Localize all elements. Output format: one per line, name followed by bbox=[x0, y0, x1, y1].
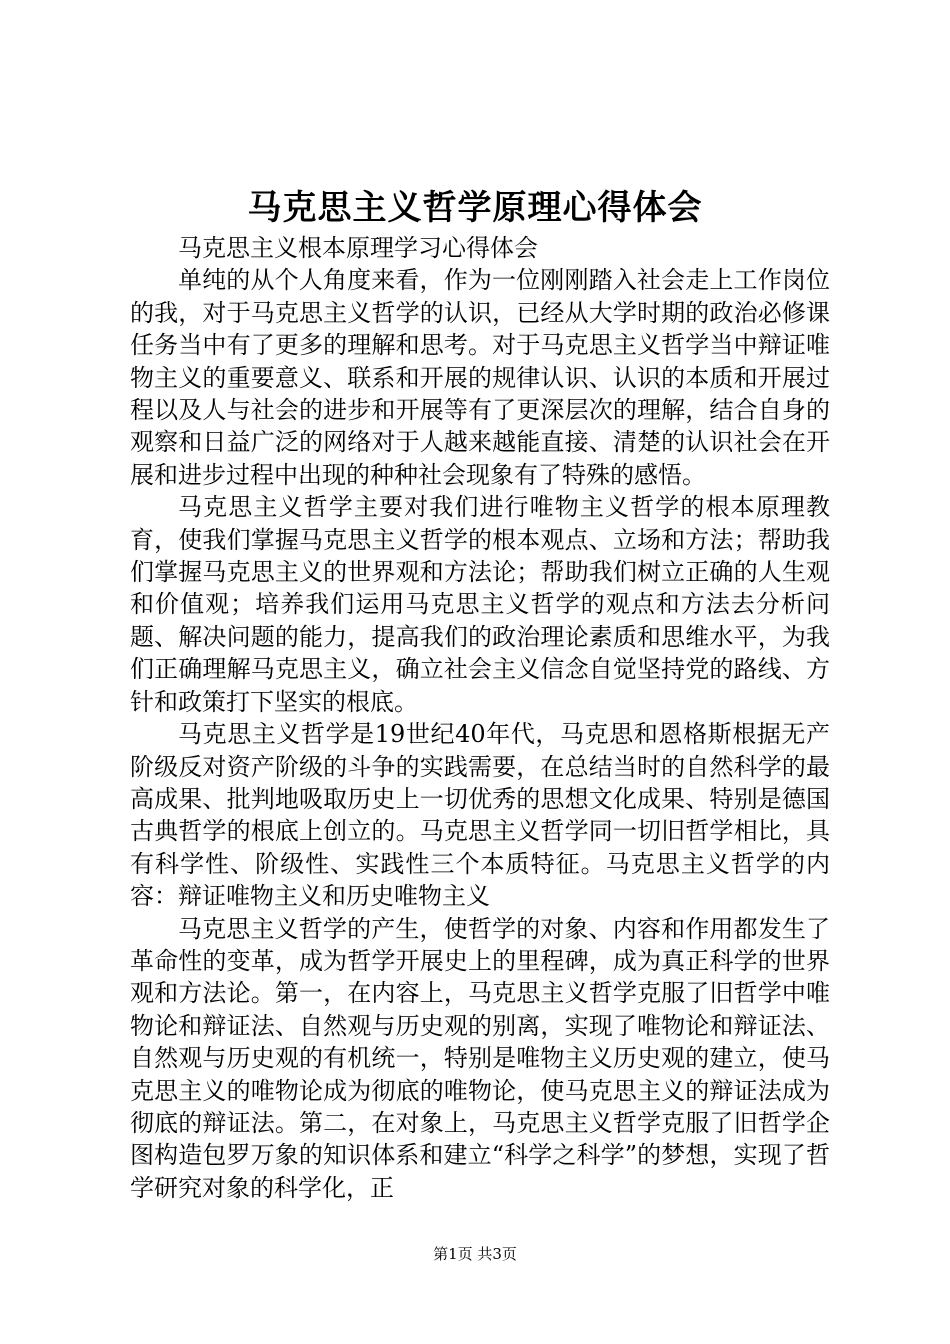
body-paragraph: 马克思主义哲学主要对我们进行唯物主义哲学的根本原理教育，使我们掌握马克思主义哲学的根本观点、立场和方法；帮助我们掌握马克思主义的世界观和方法论；帮助我们树立正确的人生观和价值观；培养我们运用马克思主义哲学的观点和方法去分析问题、解决问题的能力，提高我们的政治理论素质和思维水平，为我们正确理解马克思主义，确立社会主义信念自觉坚持党的路线、方针和政策打下坚实的根底。 bbox=[130, 493, 830, 716]
body-paragraph: 马克思主义哲学的产生，使哲学的对象、内容和作用都发生了革命性的变革，成为哲学开展史上的里程碑，成为真正科学的世界观和方法论。第一，在内容上，马克思主义哲学克服了旧哲学中唯物论和辩证法、自然观与历史观的别离，实现了唯物论和辩证法、自然观与历史观的有机统一，特别是唯物主义历史观的建立，使马克思主义的唯物论成为彻底的唯物论，使马克思主义的辩证法成为彻底的辩证法。第二，在对象上，马克思主义哲学克服了旧哲学企图构造包罗万象的知识体系和建立“科学之科学”的梦想，实现了哲学研究对象的科学化，正 bbox=[130, 914, 830, 1202]
body-paragraph: 单纯的从个人角度来看，作为一位刚刚踏入社会走上工作岗位的我，对于马克思主义哲学的认识，已经从大学时期的政治必修课任务当中有了更多的理解和思考。对于马克思主义哲学当中辩证唯物主义的重要意义、联系和开展的规律认识、认识的本质和开展过程以及人与社会的进步和开展等有了更深层次的理解，结合自身的观察和日益广泛的网络对于人越来越能直接、清楚的认识社会在开展和进步过程中出现的种种社会现象有了特殊的感悟。 bbox=[130, 266, 830, 489]
body-paragraph: 马克思主义哲学是19世纪40年代，马克思和恩格斯根据无产阶级反对资产阶级的斗争的实践需要，在总结当时的自然科学的最高成果、批判地吸取历史上一切优秀的思想文化成果、特别是德国古典哲学的根底上创立的。马克思主义哲学同一切旧哲学相比，具有科学性、阶级性、实践性三个本质特征。马克思主义哲学的内容：辩证唯物主义和历史唯物主义 bbox=[130, 720, 830, 911]
subtitle-paragraph: 马克思主义根本原理学习心得体会 bbox=[178, 234, 538, 262]
document-body bbox=[130, 232, 830, 1204]
page-footer: 第1页 共3页 bbox=[433, 1245, 517, 1263]
document-title: 马克思主义哲学原理心得体会 bbox=[247, 188, 703, 228]
